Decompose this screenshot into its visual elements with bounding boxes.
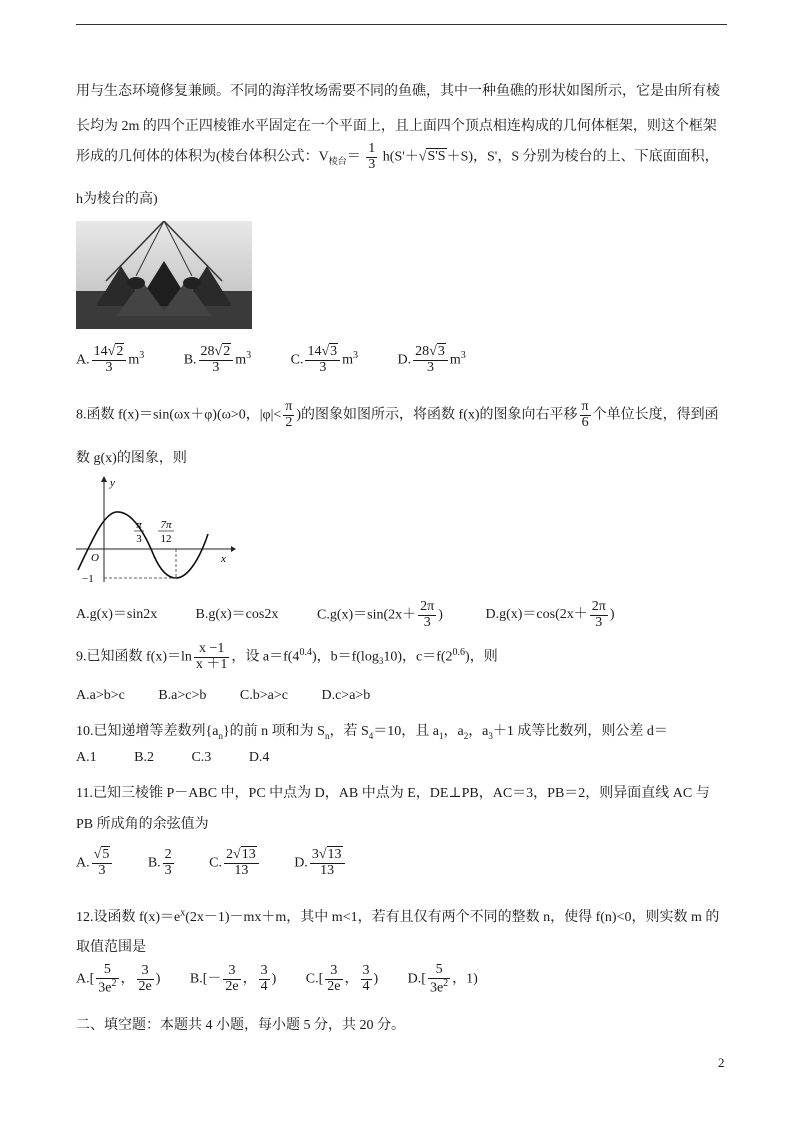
- q7-option-b[interactable]: B. $\frac{28√2}{3}$ $m^3$: [183, 344, 252, 375]
- q10-option-b[interactable]: B.2: [134, 750, 154, 765]
- q11-line2: PB 所成角的余弦值为: [76, 817, 209, 832]
- tick-pi-3-den: 3: [136, 533, 142, 545]
- q12-line2: 取值范围是: [76, 940, 146, 955]
- q10-option-c[interactable]: C.3: [191, 750, 212, 765]
- page-number: 2: [718, 1055, 725, 1070]
- q12-option-b[interactable]: B.[－ $\frac{3}{2e}$ ， $\frac{3}{4}$ ): [189, 963, 277, 995]
- q7-line3: 形成的几何体的体积为(棱台体积公式：$V_{棱台}=$ $\frac{1}{3}$ h(S'＋√S'S＋S)，S'，S 分别为棱台的上、下底面面积，: [76, 141, 719, 172]
- q8-options: [76, 600, 615, 630]
- q9-option-b[interactable]: B.a>c>b: [158, 688, 207, 703]
- q9-option-c[interactable]: C.b>a>c: [239, 688, 288, 703]
- q10-option-a[interactable]: A.1: [76, 750, 97, 765]
- q7-option-a[interactable]: A. $\frac{14√2}{3}$ $m^3$: [76, 344, 145, 375]
- q11-option-b[interactable]: B. $\frac{2}{3}$: [147, 847, 172, 878]
- tick-7pi-12-den: 12: [160, 533, 172, 545]
- q9-option-a[interactable]: A.a>b>c: [76, 688, 125, 703]
- q9-options: [76, 688, 406, 704]
- tick-neg1: −1: [82, 573, 94, 584]
- tick-7pi-12-num: 7π: [160, 519, 172, 531]
- q10-option-d[interactable]: D.4: [248, 750, 270, 765]
- q8-option-b[interactable]: B.g(x)＝cos2x: [195, 607, 279, 623]
- q7-option-d[interactable]: D. $\frac{28√3}{3}$ $m^3$: [397, 344, 466, 375]
- q8-line1: 8.函数 f(x)＝sin(ωx＋φ)(ω>0，|φ|< $\frac{\pi}{2}$ )的图象如图所示，将函数 f(x)的图象向右平移 $\frac{\pi}{6}$ 个单位长度，得到函: [76, 399, 719, 430]
- q11-option-d[interactable]: D. $\frac{3√13}{13}$: [294, 848, 346, 878]
- q12-option-d[interactable]: D.[ $\frac{5}{3e^2}$ ，1): [407, 962, 478, 996]
- sine-graph: [76, 474, 236, 584]
- q12-line1: 12.设函数 $f(x)=e^x(2x-1)-mx+m$，其中 m<1，若有且仅有两个不同的整数 n，使得 f(n)<0，则实数 m 的: [76, 907, 720, 925]
- q11-option-a[interactable]: A. $\frac{√5}{3}$: [76, 848, 114, 878]
- q10-line1: 10.已知递增等差数列$\{a_n\}$的前 n 项和为 $S_n$，若 $S_4=10$，且 $a_1$，$a_2$，$a_3+1$ 成等比数列，则公差 d＝: [76, 724, 668, 741]
- q7-line4: h为棱台的高): [76, 192, 158, 207]
- q10-options: [76, 750, 305, 766]
- q8-option-c[interactable]: C.g(x)＝sin(2x＋ $\frac{2\pi}{3}$ ): [317, 599, 443, 630]
- q7-line1: 用与生态环境修复兼顾。不同的海洋牧场需要不同的鱼礁，其中一种鱼礁的形状如图所示，它是由所有棱: [76, 84, 720, 99]
- q8-line2: 数 g(x)的图象，则: [76, 451, 187, 466]
- fraction-one-third: $\frac{1}{3}$: [368, 141, 376, 172]
- x-axis-label: x: [221, 553, 226, 565]
- q9-line1: 9.已知函数 f(x)＝ln $\frac{x -1}{x +1}$ ，设 $a=f(4^{0.4})$，$b=f(\log_310)$，$c=f(2^{0.6})$，则: [76, 641, 498, 672]
- q12-option-c[interactable]: C.[ $\frac{3}{2e}$ ， $\frac{3}{4}$ ): [305, 963, 379, 995]
- header-rule: [76, 24, 727, 25]
- q11-line1: 11.已知三棱锥 P－ABC 中，PC 中点为 D，AB 中点为 E，DE⊥PB，AC＝3，PB＝2，则异面直线 AC 与: [76, 786, 710, 801]
- q8-option-d[interactable]: D.g(x)＝cos(2x＋ $\frac{2\pi}{3}$ ): [485, 599, 615, 630]
- origin-label: O: [91, 552, 99, 564]
- q7-line2: 长均为 2m 的四个正四棱锥水平固定在一个平面上，且上面四个顶点相连构成的几何体框架，则这个框架: [76, 119, 717, 134]
- section-2-heading: 二、填空题：本题共 4 小题，每小题 5 分，共 20 分。: [76, 1018, 405, 1033]
- q9-option-d[interactable]: D.c>a>b: [321, 688, 371, 703]
- y-axis-label: y: [110, 477, 115, 489]
- q8-option-a[interactable]: A.g(x)＝sin2x: [76, 607, 158, 623]
- q12-option-a[interactable]: A.[ $\frac{5}{3e^2}$ ， $\frac{3}{2e}$ ): [76, 962, 161, 996]
- q7-options: [76, 345, 502, 375]
- fish-reef-photo: [76, 221, 252, 329]
- q11-option-c[interactable]: C. $\frac{2√13}{13}$: [209, 848, 261, 878]
- q12-options: [76, 963, 514, 996]
- sine-curve: [78, 512, 208, 578]
- tick-pi-3-num: π: [136, 519, 142, 531]
- q7-option-c[interactable]: C. $\frac{14√3}{3}$ $m^3$: [290, 344, 359, 375]
- q11-options: [76, 848, 383, 878]
